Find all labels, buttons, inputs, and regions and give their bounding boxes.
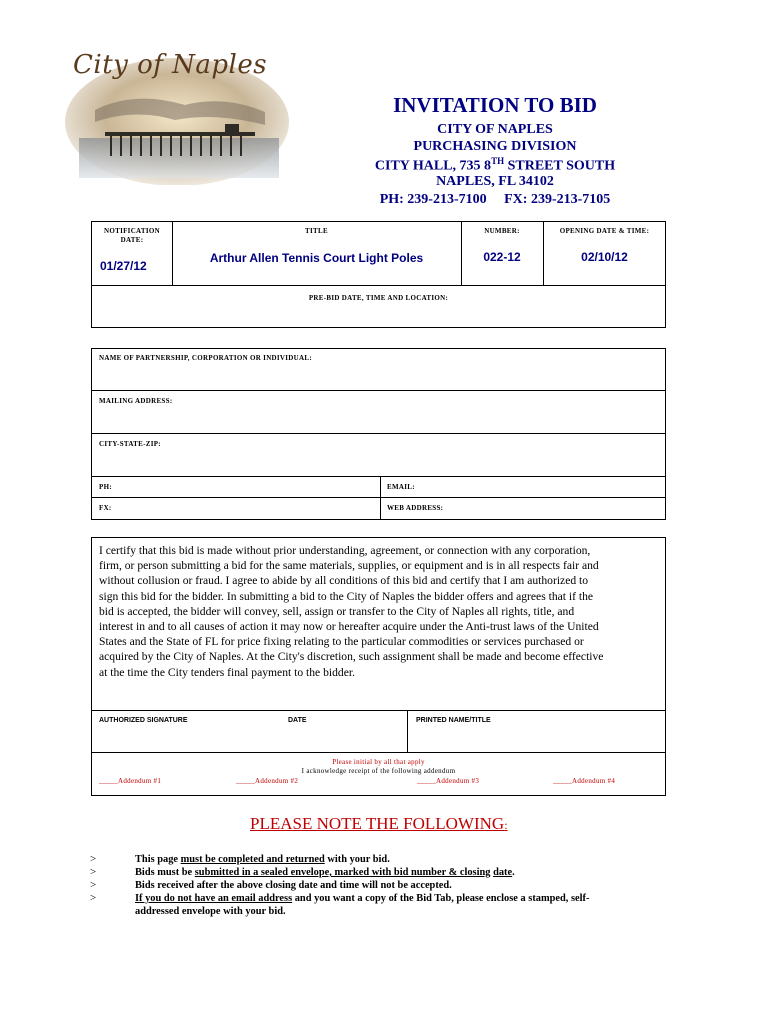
mailing-address-label: MAILING ADDRESS: (99, 397, 173, 405)
title-label: TITLE (305, 227, 328, 235)
note-text: This page (135, 854, 181, 865)
notes-title-text: PLEASE NOTE THE FOLLOWING (250, 814, 505, 833)
prebid-label: PRE-BID DATE, TIME AND LOCATION: (308, 294, 449, 302)
city-logo (65, 50, 290, 185)
number-value: 022-12 (483, 250, 521, 264)
table-divider (91, 390, 666, 391)
addendum-acknowledge: I acknowledge receipt of the following addendum (301, 767, 456, 775)
note-item (135, 893, 680, 904)
note-text: Bids must be (135, 867, 195, 878)
note-item (135, 867, 515, 878)
certification-line: States and the State of FL for price fixing relating to the particular commodities or services purchased or (99, 635, 584, 649)
certification-line: I certify that this bid is made without prior understanding, agreement, or connection with any corporation, (99, 544, 591, 557)
date-label: DATE (288, 717, 307, 724)
header-address-post: STREET SOUTH (504, 158, 616, 174)
addendum-item[interactable]: _____Addendum #3 (417, 777, 480, 785)
certification-line: sign this bid for the bidder. In submitting a bid to the City of Naples the bidder offers and agrees that if the (99, 589, 594, 603)
certification-text (99, 543, 658, 680)
email-label: EMAIL: (387, 483, 415, 491)
bullet-icon: > (90, 866, 97, 878)
notes-title-suffix: : (504, 818, 508, 832)
printed-name-label: PRINTED NAME/TITLE (416, 717, 491, 724)
note-item: Bids received after the above closing date and time will not be accepted. (135, 880, 452, 891)
table-divider (380, 476, 381, 520)
header-citystate: NAPLES, FL 34102 (436, 174, 554, 189)
fax-label: FX: (99, 504, 112, 512)
table-divider (407, 710, 408, 752)
header-city: CITY OF NAPLES (437, 122, 553, 137)
header-division: PURCHASING DIVISION (413, 139, 577, 154)
certification-line: at the time the City tenders final payment to the bidder. (99, 665, 355, 679)
table-divider (91, 285, 666, 286)
name-label: NAME OF PARTNERSHIP, CORPORATION OR INDIVIDUAL: (99, 354, 312, 362)
addendum-item[interactable]: _____Addendum #4 (553, 777, 616, 785)
table-divider (91, 497, 666, 498)
header-address (300, 156, 690, 175)
opening-date-label: OPENING DATE & TIME: (559, 227, 650, 235)
note-emphasis: submitted in a sealed envelope, marked with bid number & closing (194, 867, 491, 878)
table-divider (91, 476, 666, 477)
logo-text: City of Naples (73, 50, 268, 80)
page-title: INVITATION TO BID (393, 93, 597, 117)
note-text: with your bid. (324, 854, 390, 865)
authorized-signature-label: AUTHORIZED SIGNATURE (99, 717, 188, 724)
note-emphasis: If you do not have an email address (135, 893, 293, 904)
note-text: and you want a copy of the Bid Tab, please enclose a stamped, self- (292, 893, 590, 904)
table-divider (91, 752, 666, 753)
notes-title (250, 814, 508, 834)
certification-line: interest in and to all causes of action it may now or hereafter acquire under the Anti-trust laws of the United (99, 620, 599, 634)
notification-date-value: 01/27/12 (100, 259, 147, 273)
certification-line: acquired by the City of Naples. At the City's discretion, such assignment shall be made and become effective (99, 650, 604, 664)
opening-date-value: 02/10/12 (581, 250, 628, 264)
bullet-icon: > (90, 853, 97, 865)
notification-date-label: NOTIFICATION DATE: (104, 227, 160, 244)
note-item (135, 854, 390, 865)
note-item: addressed envelope with your bid. (135, 906, 286, 917)
phone-label: PH: (99, 483, 112, 491)
bid-info-table (91, 221, 666, 328)
note-emphasis: must be completed and returned (180, 854, 325, 865)
certification-line: firm, or person submitting a bid for the same materials, supplies, or equipment and is in all respects fair and (99, 559, 599, 573)
certification-line: bid is accepted, the bidder will convey, sell, assign or transfer to the City of Naples all rights, title, and (99, 604, 575, 618)
certification-line: without collusion or fraud. I agree to abide by all conditions of this bid and certify that I am authorized to (99, 574, 589, 588)
bullet-icon: > (90, 879, 97, 891)
bullet-icon: > (90, 892, 97, 904)
header-phone-fax: PH: 239-213-7100 FX: 239-213-7105 (379, 192, 611, 207)
note-text: . (512, 867, 515, 878)
title-value: Arthur Allen Tennis Court Light Poles (209, 251, 424, 265)
note-emphasis: date (493, 867, 513, 878)
header-address-sup: TH (491, 156, 505, 166)
bidder-info-table (91, 348, 666, 520)
table-divider (91, 433, 666, 434)
table-divider (91, 710, 666, 711)
number-label: NUMBER: (484, 227, 520, 235)
addendum-instruction: Please initial by all that apply (332, 758, 425, 766)
web-address-label: WEB ADDRESS: (387, 504, 444, 512)
header-address-pre: CITY HALL, 735 8 (374, 158, 492, 174)
addendum-item[interactable]: _____Addendum #1 (99, 777, 162, 785)
city-state-zip-label: CITY-STATE-ZIP: (99, 440, 161, 448)
addendum-item[interactable]: _____Addendum #2 (236, 777, 299, 785)
